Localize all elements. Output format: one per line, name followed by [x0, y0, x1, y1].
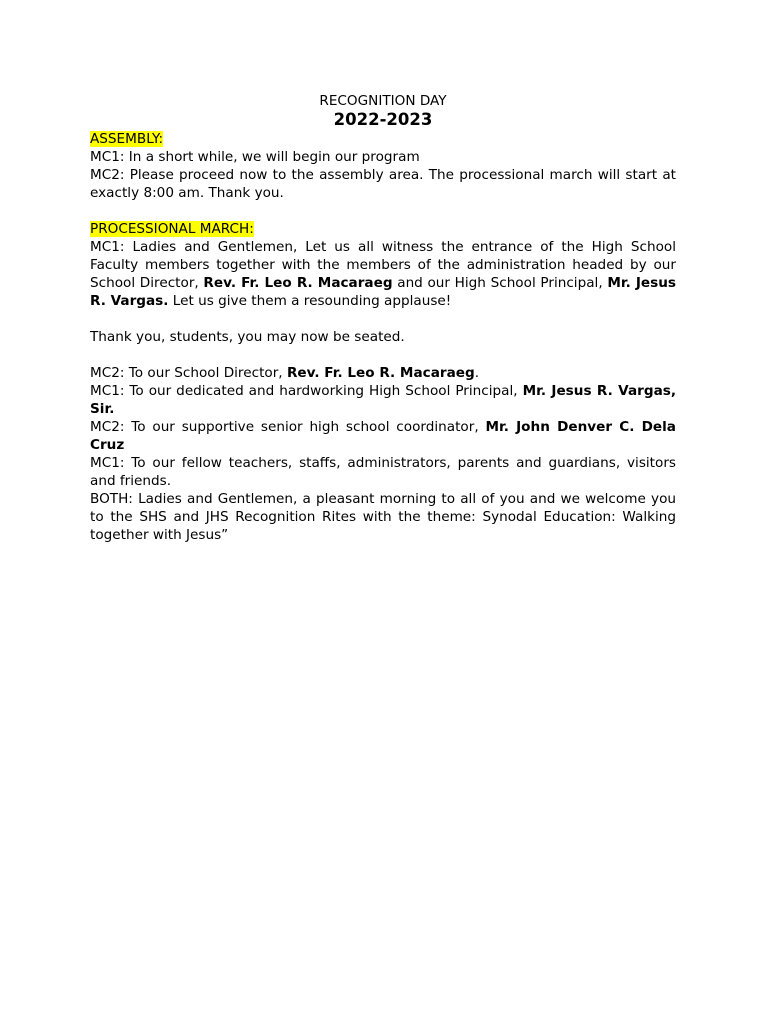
processional-mc1-text-b: and our High School Principal, [392, 275, 608, 291]
ack-coordinator-name: Mr. John Denver C. Dela Cruz [90, 419, 676, 453]
processional-mc1 [90, 238, 676, 310]
acknowledgements-section [90, 364, 676, 544]
ack-mc2-coordinator [90, 418, 676, 454]
section-gap [90, 202, 676, 220]
ack-mc1-end: . [109, 401, 115, 417]
document-page [90, 92, 676, 544]
processional-mc1-text-c: Let us give them a resounding applause! [168, 293, 452, 309]
ack-principal-name: Mr. Jesus R. Vargas, Sir [90, 383, 676, 417]
document-year: 2022-2023 [333, 110, 433, 129]
processional-principal-name: Mr. Jesus R. Vargas. [90, 275, 676, 309]
processional-director-name: Rev. Fr. Leo R. Macaraeg [203, 275, 393, 291]
assembly-heading-line [90, 130, 676, 148]
assembly-mc1: MC1: In a short while, we will begin our program [90, 149, 420, 165]
processional-heading-line [90, 220, 676, 238]
ack-mc2-end: . [474, 365, 480, 381]
processional-section [90, 220, 676, 346]
ack-mc2-director [90, 364, 676, 382]
ack-mc1-principal [90, 382, 676, 418]
processional-thanks: Thank you, students, you may now be seated. [90, 329, 405, 345]
ack-mc1-text: MC1: To our dedicated and hardworking High School Principal, [90, 383, 523, 399]
assembly-section [90, 130, 676, 202]
section-gap [90, 346, 676, 364]
ack-mc2-text: MC2: To our School Director, [90, 365, 287, 381]
assembly-heading: ASSEMBLY: [90, 131, 164, 147]
ack-both-welcome: BOTH: Ladies and Gentlemen, a pleasant morning to all of you and we welcome you to the SHS and JHS Recognition Rites with the theme: Synodal Education: Walking together with Jesus” [90, 491, 676, 543]
ack-mc1-guests: MC1: To our fellow teachers, staffs, administrators, parents and guardians, visitors and friends. [90, 455, 676, 489]
ack-mc2b-text: MC2: To our supportive senior high school coordinator, [90, 419, 486, 435]
assembly-mc2: MC2: Please proceed now to the assembly area. The processional march will start at exactly 8:00 am. Thank you. [90, 167, 676, 201]
document-title: RECOGNITION DAY [319, 93, 447, 109]
processional-heading: PROCESSIONAL MARCH: [90, 221, 254, 237]
paragraph-gap [90, 310, 676, 328]
ack-director-name: Rev. Fr. Leo R. Macaraeg [286, 365, 475, 381]
processional-mc1-text-a: MC1: Ladies and Gentlemen, Let us all witness the entrance of the High School Faculty members together with the members of the administration headed by our School Director, [90, 239, 676, 291]
